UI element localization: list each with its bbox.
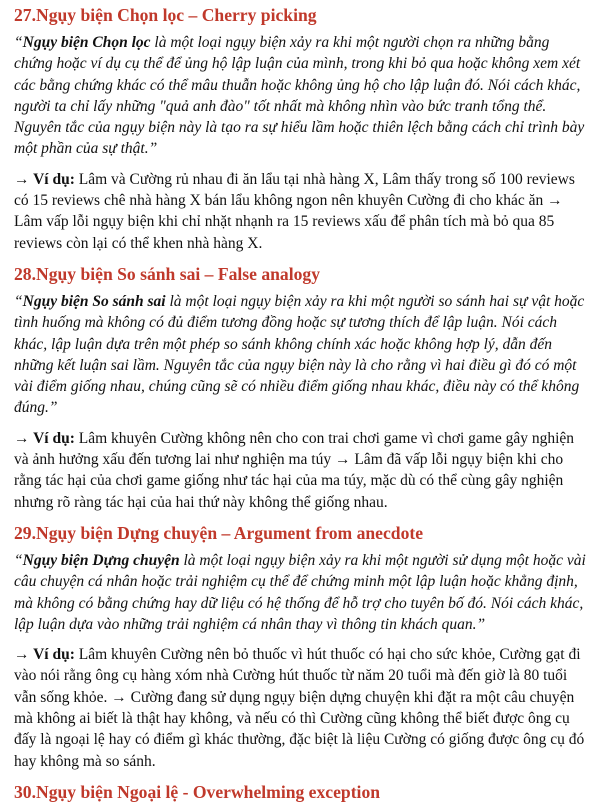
term: Ngụy biện So sánh sai [22,292,166,310]
section-heading: 30.Ngụy biện Ngoại lệ - Overwhelming exception [14,781,381,802]
example-label: → Ví dụ: [14,646,75,664]
example-paragraph [14,169,588,254]
definition-paragraph [14,550,588,635]
example-text: Lâm khuyên Cường nên bỏ thuốc vì hút thuốc có hại cho sức khỏe, Cường gạt đi vào nói rằng ông cụ hàng xóm nhà Cường hút thuốc từ năm 20 tuổi mà đến giờ là 80 tuổi vẫn sống khỏe. → Cường đang sử dụng ngụy biện dựng chuyện khi đặt ra một câu chuyện mà không ai biết là thật hay không, và nếu có thì Cường cũng không thể biết được ông cụ đấy là ngoại lệ hay có điểm gì khác thường, đặc biệt là liệu Cường có giống được ông cụ đó hay không mà so sánh. [14,646,585,770]
definition-text: là một loại ngụy biện xảy ra khi một người sử dụng một hoặc vài câu chuyện cá nhân hoặc trải nghiệm cụ thể để chứng minh một lập luận hoặc khẳng định, mà không có bằng chứng hay dữ liệu có hệ thống để hỗ trợ cho tuyên bố đó. Nói cách khác, lập luận dựa vào những trải nghiệm cá nhân thay vì thông tin khách quan.” [14,551,586,633]
example-text: Lâm và Cường rủ nhau đi ăn lẩu tại nhà hàng X, Lâm thấy trong số 100 reviews có 15 reviews chê nhà hàng X bán lẩu không ngon nên khuyên Cường đi cho khác ăn → Lâm vấp lỗi ngụy biện khi chỉ nhặt nhạnh ra 15 reviews xấu để phân tích mà bỏ qua 85 reviews còn lại có thể khen nhà hàng X. [14,170,575,252]
open-quote: “ [14,34,23,51]
section-heading: 27.Ngụy biện Chọn lọc – Cherry picking [14,5,317,25]
example-text: Lâm khuyên Cường không nên cho con trai chơi game vì chơi game gây nghiện và ảnh hưởng xấu đến tương lai như nghiện ma túy → Lâm đã vấp lỗi ngụy biện khi cho rằng tác hại của chơi game giống như tác hại của ma túy, mặc dù có thể cùng gây nghiện nhưng rõ ràng tác hại của hai thứ này không thể giống nhau. [14,429,575,511]
term: Ngụy biện Chọn lọc [22,34,151,51]
example-label: → Ví dụ: [14,170,75,188]
section-heading: 29.Ngụy biện Dựng chuyện – Argument from anecdote [14,522,424,543]
definition-text: là một loại ngụy biện xảy ra khi một người so sánh hai sự vật hoặc tình huống mà không có đủ điểm tương đồng hoặc sự tương thích để lập luận. Nói cách khác, lập luận dựa trên một phép so sánh không chính xác hoặc không hợp lý, dẫn đến những kết luận sai lầm. Nguyên tắc của ngụy biện này là cho rằng vì hai điều gì đó có một vài điểm giống nhau, chúng cũng sẽ có nhiều điểm giống nhau khác, điều này có thể không đúng.” [14,292,585,417]
section-heading: 28.Ngụy biện So sánh sai – False analogy [14,263,321,284]
example-paragraph [14,644,588,772]
definition-paragraph [14,291,588,419]
term: Ngụy biện Dựng chuyện [22,551,180,569]
example-paragraph [14,428,588,513]
section-argument-from-anecdote [14,521,588,772]
open-quote: “ [14,551,23,569]
section-overwhelming-exception [14,780,588,804]
document-page [14,3,588,809]
section-false-analogy [14,262,588,513]
definition-text: là một loại ngụy biện xảy ra khi một người chọn ra những bằng chứng hoặc ví dụ cụ thể để ủng hộ lập luận của mình, trong khi bỏ qua hoặc không xem xét các bằng chứng khác có thể mâu thuẫn hoặc không ủng hộ cho lập luận đó. Nói cách khác, người ta chỉ lấy những "quả anh đào" tốt nhất mà không nhìn vào bức tranh tổng thể. Nguyên tắc của ngụy biện này là tạo ra sự hiểu lầm hoặc thiên lệch bằng cách chỉ trình bày một phần của sự thật.” [14,34,585,158]
open-quote: “ [14,292,23,310]
section-cherry-picking [14,3,588,254]
definition-paragraph [14,32,588,160]
example-label: → Ví dụ: [14,429,75,447]
